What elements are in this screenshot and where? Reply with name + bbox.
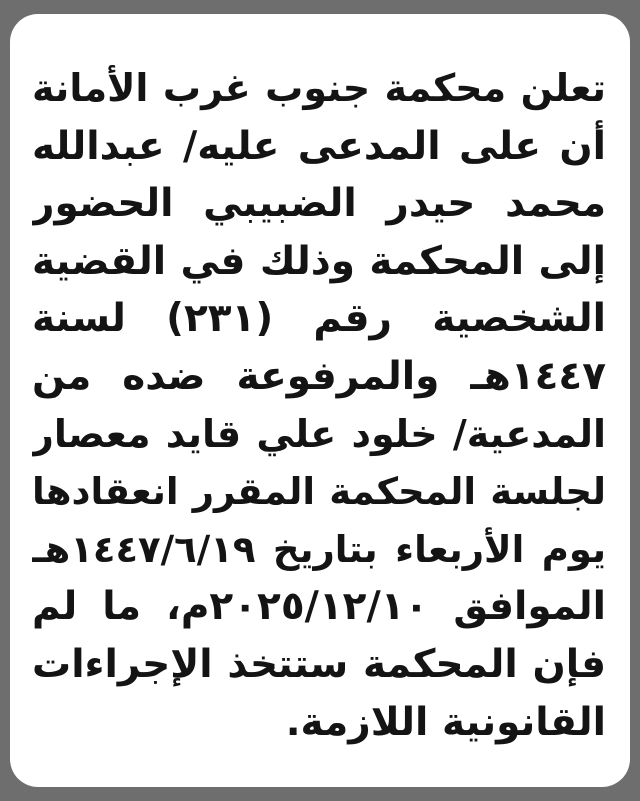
notice-line: ١٤٤٧هـ والمرفوعة ضده من xyxy=(32,353,606,399)
notice-line: الموافق ٢٠٢٥/١٢/١٠م، ما لم xyxy=(32,584,606,630)
notice-line: محمد حيدر الضبيبي الحضور xyxy=(32,181,606,227)
notice-text xyxy=(32,60,606,751)
notice-line: تعلن محكمة جنوب غرب الأمانة xyxy=(32,66,606,110)
notice-line: أن على المدعى عليه/ عبدالله xyxy=(32,123,606,169)
notice-line: الشخصية رقم (٢٣١) لسنة xyxy=(32,296,606,342)
notice-line: يوم الأربعاء بتاريخ ١٤٤٧/٦/١٩هـ xyxy=(32,527,606,571)
notice-line: المدعية/ خلود علي قايد معصار xyxy=(32,411,606,456)
notice-line-final: القانونية اللازمة. xyxy=(285,699,606,745)
notice-line: لجلسة المحكمة المقرر انعقادها xyxy=(32,470,606,514)
notice-line: إلى المحكمة وذلك في القضية xyxy=(32,238,606,284)
notice-card xyxy=(10,14,630,787)
notice-line: فإن المحكمة ستتخذ الإجراءات xyxy=(32,641,606,687)
